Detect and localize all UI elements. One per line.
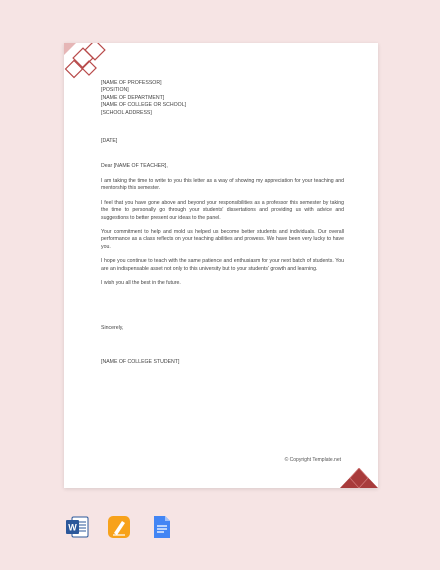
body-paragraph: I feel that you have gone above and beyond your responsibilities as a professor this semester by taking the time to personally go through your students' dissertations and providing us with advice and suggestions to better present our ideas to the panel. xyxy=(101,199,344,221)
word-icon[interactable] xyxy=(64,514,90,540)
pages-icon[interactable] xyxy=(106,514,132,540)
salutation: Dear [NAME OF TEACHER], xyxy=(101,163,168,169)
body-paragraph: I hope you continue to teach with the same patience and enthusiasm for your next batch of students. You are an indispensable asset not only to this university but to your students' growth and learning. xyxy=(101,258,344,272)
copyright-notice: © Copyright Template.net xyxy=(284,457,341,463)
recipient-school: [NAME OF COLLEGE OR SCHOOL] xyxy=(101,102,187,109)
letter-page xyxy=(64,43,378,488)
corner-decoration-bottom-right xyxy=(340,468,378,488)
recipient-school-address: [SCHOOL ADDRESS] xyxy=(101,109,152,116)
app-icons-row xyxy=(64,514,174,540)
letter-date: [DATE] xyxy=(101,138,118,144)
word-icon-letter: W xyxy=(68,522,77,533)
body-paragraph: I am taking the time to write to you this letter as a way of showing my appreciation for your teaching and mentorship this semester. xyxy=(101,178,344,192)
recipient-department: [NAME OF DEPARTMENT] xyxy=(101,94,165,101)
recipient-address-block xyxy=(101,80,344,117)
letter-body xyxy=(101,178,344,294)
google-docs-icon[interactable] xyxy=(148,514,174,540)
body-paragraph: I wish you all the best in the future. xyxy=(101,280,181,287)
closing: Sincerely, xyxy=(101,325,124,331)
body-paragraph: Your commitment to help and mold us helped us become better students and individuals. Our overall performance as a class reflects on your teaching abilities and prowess. We have been very lucky to have you. xyxy=(101,229,344,250)
recipient-position: [POSITION] xyxy=(101,87,129,94)
signature-name: [NAME OF COLLEGE STUDENT] xyxy=(101,359,180,365)
recipient-name: [NAME OF PROFESSOR] xyxy=(101,80,162,86)
